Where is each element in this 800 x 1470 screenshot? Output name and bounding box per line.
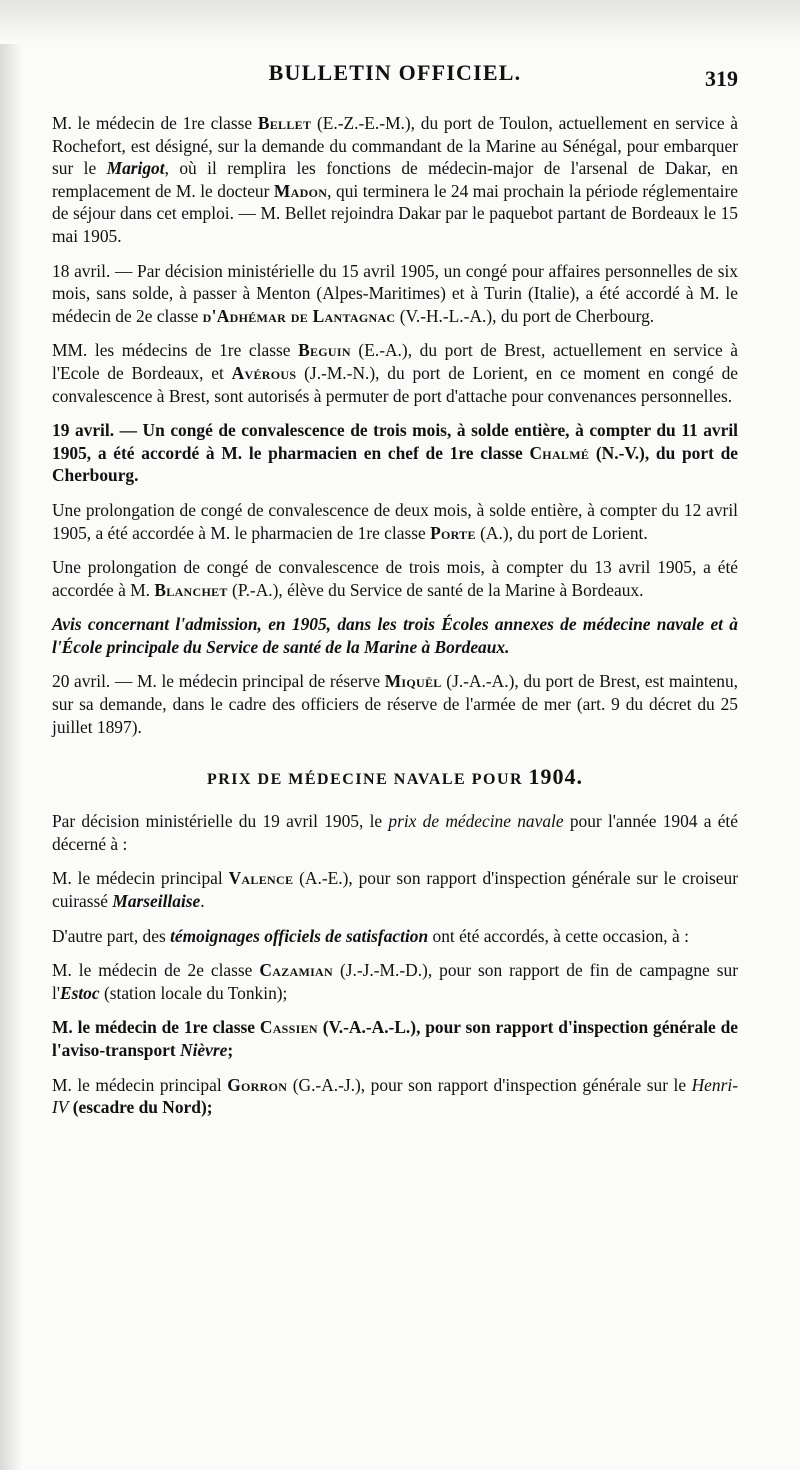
paragraph-beguin-averous: MM. les médecins de 1re classe Beguin (E.-A.), du port de Brest, actuellement en service à l'Ecole de Bordeaux, et Avérous (J.-M.-N.), du port de Lorient, en ce moment en congé de convalescence à Brest, sont autorisés à permuter de port d'attache pour convenances personnelles. (52, 340, 738, 406)
paragraph-miquel: 20 avril. — M. le médecin principal de réserve Miquël (J.-A.-A.), du port de Brest, est maintenu, sur sa demande, dans le cadre des officiers de réserve de l'armée de mer (art. 9 du décret du 25 juillet 1897). (52, 671, 738, 737)
page-header (52, 60, 738, 92)
paragraph-prize-cazamian: M. le médecin de 2e classe Cazamian (J.-J.-M.-D.), pour son rapport de fin de campagne sur l'Estoc (station locale du Tonkin); (52, 960, 738, 1003)
paragraph-porte: Une prolongation de congé de convalescence de deux mois, à solde entière, à compter du 12 avril 1905, a été accordée à M. le pharmacien de 1re classe Porte (A.), du port de Lorient. (52, 499, 738, 543)
paragraph-adhemar: 18 avril. — Par décision ministérielle du 15 avril 1905, un congé pour affaires personnelles de six mois, sans solde, à passer à Menton (Alpes-Maritimes) et à Turin (Italie), a été accordé à M. le médecin de 2e classe d'Adhémar de Lantagnac (V.-H.-L.-A.), du port de Cherbourg. (52, 260, 738, 326)
running-head: BULLETIN OFFICIEL. (268, 60, 522, 85)
paragraph-chalme: 19 avril. — Un congé de convalescence de trois mois, à solde entière, à compter du 11 avril 1905, a été accordé à M. le pharmacien en chef de 1re classe Chalmé (N.-V.), du port de Cherbourg. (52, 420, 739, 486)
paragraph-blanchet: Une prolongation de congé de convalescence de trois mois, à compter du 13 avril 1905, a été accordée à M. Blanchet (P.-A.), élève du Service de santé de la Marine à Bordeaux. (52, 557, 738, 600)
paragraph-prize-decision: Par décision ministérielle du 19 avril 1905, le prix de médecine navale pour l'année 1904 a été décerné à : (52, 811, 738, 854)
paragraph-prize-valence: M. le médecin principal Valence (A.-E.), pour son rapport d'inspection générale sur le croiseur cuirassé Marseillaise. (52, 868, 738, 912)
page-number: 319 (705, 66, 738, 91)
paragraph-bellet: M. le médecin de 1re classe Bellet (E.-Z.-E.-M.), du port de Toulon, actuellement en service à Rochefort, est désigné, sur la demande du commandant de la Marine au Sénégal, pour embarquer sur le Marigot, où il remplira les fonctions de médecin-major de l'arsenal de Dakar, en remplacement de M. le docteur Madon, qui terminera le 24 mai prochain la période réglementaire de séjour dans cet emploi. — M. Bellet rejoindra Dakar par le paquebot partant de Bordeaux le 15 mai 1905. (52, 113, 738, 246)
paragraph-admission-notice: Avis concernant l'admission, en 1905, dans les trois Écoles annexes de médecine navale et à l'École principale du Service de santé de la Marine à Bordeaux. (52, 614, 738, 657)
binding-shadow (0, 0, 22, 1470)
top-edge-shadow (0, 0, 800, 44)
paragraph-prize-satisfaction: D'autre part, des témoignages officiels de satisfaction ont été accordés, à cette occasion, à : (52, 925, 689, 946)
section-title: PRIX DE MÉDECINE NAVALE POUR 1904. (206, 764, 584, 790)
paragraph-prize-cassien: M. le médecin de 1re classe Cassien (V.-A.-A.-L.), pour son rapport d'inspection générale de l'aviso-transport Nièvre; (52, 1017, 738, 1060)
paragraph-prize-gorron: M. le médecin principal Gorron (G.-A.-J.), pour son rapport d'inspection générale sur le Henri-IV (escadre du Nord); (52, 1074, 738, 1118)
